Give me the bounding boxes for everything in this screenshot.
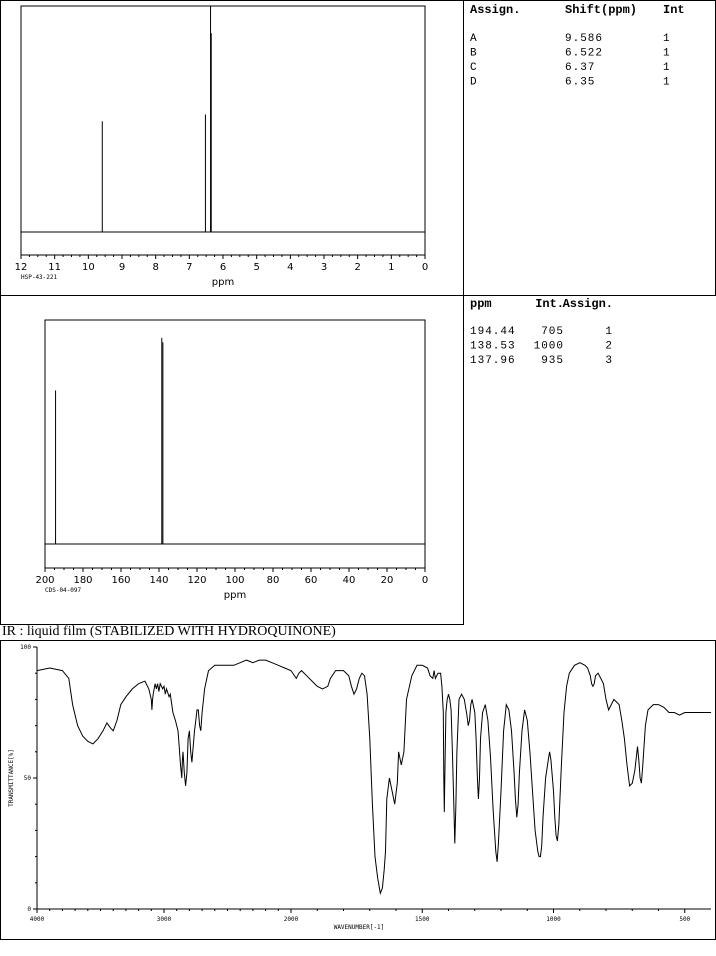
x-tick-label: 7 [186, 262, 193, 273]
x-tick-label: 80 [266, 575, 280, 586]
x-tick-label: 140 [149, 575, 169, 586]
h1nmr-table [464, 1, 716, 297]
x-tick-label: 9 [118, 262, 126, 273]
table-cell: 137.96 [470, 355, 516, 367]
h1nmr-table-panel [463, 0, 716, 296]
x-axis-label: WAVENUMBER[-1] [333, 924, 385, 931]
table-cell: 1 [605, 326, 613, 338]
table-cell: C [470, 62, 478, 74]
table-header: Int [663, 3, 685, 17]
ir-panel [0, 640, 716, 940]
x-tick-label: 40 [342, 575, 356, 586]
x-tick-label: 0 [421, 262, 429, 273]
ir-chart [1, 641, 716, 941]
table-cell: 6.35 [565, 76, 596, 89]
table-cell: 138.53 [470, 340, 516, 353]
ir-title: IR : liquid film (STABILIZED WITH HYDROQUINONE) [2, 624, 336, 639]
x-tick-label: 3000 [156, 916, 172, 923]
table-cell: 1 [663, 47, 671, 60]
table-cell: 194.44 [470, 326, 516, 338]
c13nmr-table [464, 296, 716, 626]
x-tick-label: 1500 [415, 916, 430, 923]
x-tick-label: 3 [320, 262, 328, 273]
table-cell: A [470, 33, 478, 45]
x-tick-label: 1 [388, 262, 395, 273]
table-cell: 935 [541, 355, 564, 367]
c13nmr-table-panel [463, 295, 716, 625]
x-tick-label: 200 [35, 575, 55, 586]
table-cell: 1000 [533, 340, 564, 353]
x-tick-label: 5 [253, 262, 260, 273]
table-header: Int. [535, 297, 564, 311]
table-cell: 3 [605, 355, 613, 367]
x-tick-label: 0 [421, 575, 429, 586]
c13nmr-panel [0, 295, 464, 625]
x-axis-label: ppm [211, 277, 235, 288]
plot-frame [45, 320, 425, 568]
x-axis-label: ppm [223, 590, 247, 601]
x-tick-label: 2000 [283, 916, 299, 923]
x-tick-label: 10 [81, 262, 95, 273]
table-header: Shift(ppm) [565, 3, 638, 17]
table-cell: 6.37 [565, 62, 596, 74]
h1nmr-chart [1, 1, 465, 297]
x-tick-label: 8 [152, 262, 159, 273]
x-tick-label: 500 [679, 916, 691, 923]
x-tick-label: 6 [219, 262, 227, 273]
table-cell: 705 [541, 326, 564, 338]
spectrum-code: HSP-43-221 [21, 274, 58, 281]
table-cell: 1 [663, 62, 671, 74]
x-tick-label: 4 [287, 262, 294, 273]
table-cell: 1 [663, 33, 671, 45]
table-cell: 2 [605, 340, 613, 353]
c13nmr-chart [1, 296, 465, 626]
table-cell: B [470, 47, 478, 60]
y-tick-label: 50 [23, 775, 31, 782]
table-cell: 9.586 [565, 33, 604, 45]
table-cell: 6.522 [565, 47, 604, 60]
x-tick-label: 4000 [29, 916, 45, 923]
x-tick-label: 1000 [546, 916, 561, 923]
table-cell: 1 [663, 76, 671, 89]
y-tick-label: 0 [27, 906, 31, 913]
x-tick-label: 100 [225, 575, 245, 586]
y-axis-label: TRANSMITTANCE[%] [8, 749, 15, 807]
x-tick-label: 20 [380, 575, 394, 586]
table-header: ppm [470, 297, 492, 311]
table-header: Assign. [562, 297, 613, 311]
plot-frame [21, 6, 425, 255]
ir-trace [37, 660, 711, 893]
x-tick-label: 180 [73, 575, 93, 586]
x-tick-label: 160 [111, 575, 131, 586]
x-tick-label: 60 [304, 575, 318, 586]
x-tick-label: 12 [14, 262, 28, 273]
x-tick-label: 120 [187, 575, 207, 586]
h1nmr-panel [0, 0, 464, 296]
x-tick-label: 11 [48, 262, 62, 273]
table-cell: D [470, 76, 478, 89]
table-header: Assign. [470, 3, 521, 17]
spectrum-code: CDS-04-097 [45, 587, 82, 594]
y-tick-label: 100 [20, 644, 31, 651]
x-tick-label: 2 [354, 262, 361, 273]
